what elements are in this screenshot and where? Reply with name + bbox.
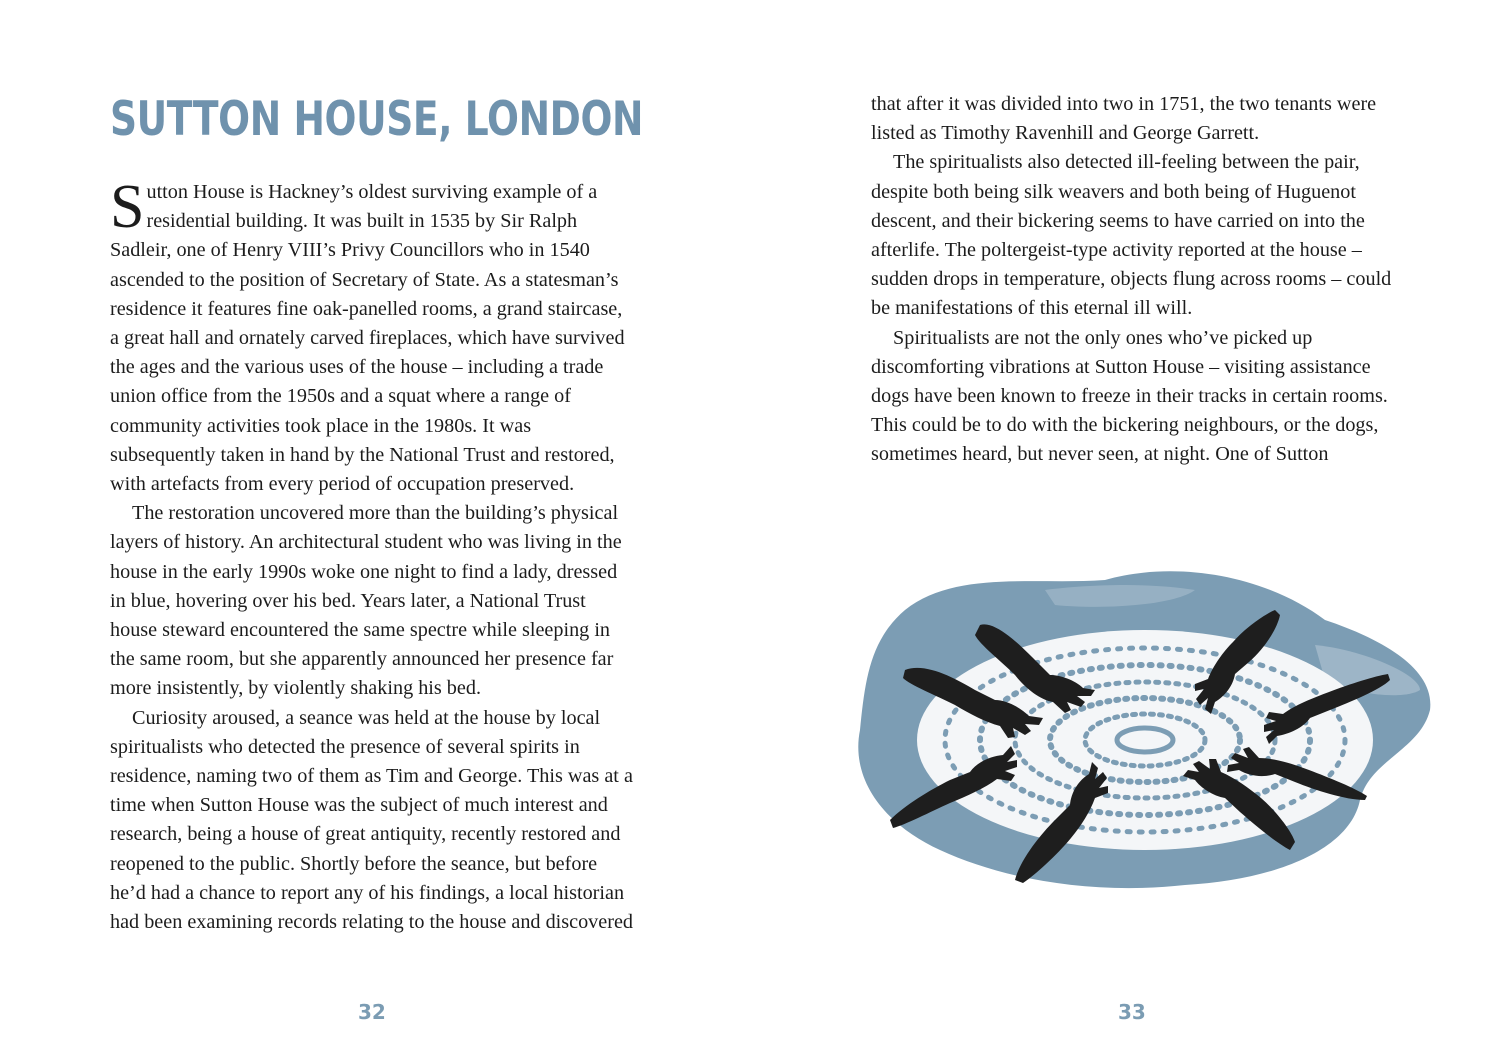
white-tablecloth [917,630,1373,850]
chapter-title: SUTTON HOUSE, LONDON [110,92,644,147]
right-paragraph-2: The spiritualists also detected ill-feeling between the pair, despite both being silk weavers and both being of Huguenot descent, and their bickering seems to have carried on into the afterlife. The poltergeist-type activity reported at the house – sudden drops in temperature, objects flung across rooms – could be manifestations of this eternal ill will. [871,151,1392,320]
drop-cap: S [110,173,145,241]
left-paragraph-3: Curiosity aroused, a seance was held at the house by local spiritualists who detected the presence of several spirits in residence, naming two of them as Tim and George. This was at a time when Sutton House was the subject of much interest and research, being a house of great antiquity, recently restored and reopened to the public. Shortly before the seance, but before he’d had a chance to report any of his findings, a local historian had been examining records relating to the house and discovered [110,706,634,934]
page-number-right: 33 [1118,1000,1146,1024]
right-page [750,0,1500,1059]
page-number-left: 32 [358,1000,386,1024]
right-text-column [871,90,1401,470]
left-paragraph-2: The restoration uncovered more than the building’s physical layers of history. An architectural student who was living in the house in the early 1990s woke one night to find a lady, dressed in blue, hovering over his bed. Years later, a National Trust house steward encountered the same spectre while sleeping in the same room, but she apparently announced her presence far more insistently, by violently shaking his bed. [110,502,622,700]
right-paragraph-1: that after it was divided into two in 1751, the two tenants were listed as Timothy Ravenhill and George Garrett. [871,93,1377,145]
seance-hands-illustration [845,550,1435,900]
right-paragraph-3: Spiritualists are not the only ones who’ve picked up discomforting vibrations at Sutton House – visiting assistance dogs have been known to freeze in their tracks in certain rooms. This could be to do with the bickering neighbours, or the dogs, sometimes heard, but never seen, at night. One of Sutton [871,326,1388,466]
left-text-column [110,173,636,937]
left-paragraph-1-text: utton House is Hackney’s oldest surviving example of a residential building. It was built in 1535 by Sir Ralph Sadleir, one of Henry VIII’s Privy Councillors who in 1540 ascended to the position of Secretary of State. As a statesman’s residence it features fine oak-panelled rooms, a grand staircase, a great hall and ornately carved fireplaces, which have survived the ages and the various uses of the house – including a trade union office from the 1950s and a squat where a range of community activities took place in the 1980s. It was subsequently taken in hand by the National Trust and restored, with artefacts from every period of occupation preserved. [110,181,625,496]
left-paragraph-1 [110,173,636,499]
